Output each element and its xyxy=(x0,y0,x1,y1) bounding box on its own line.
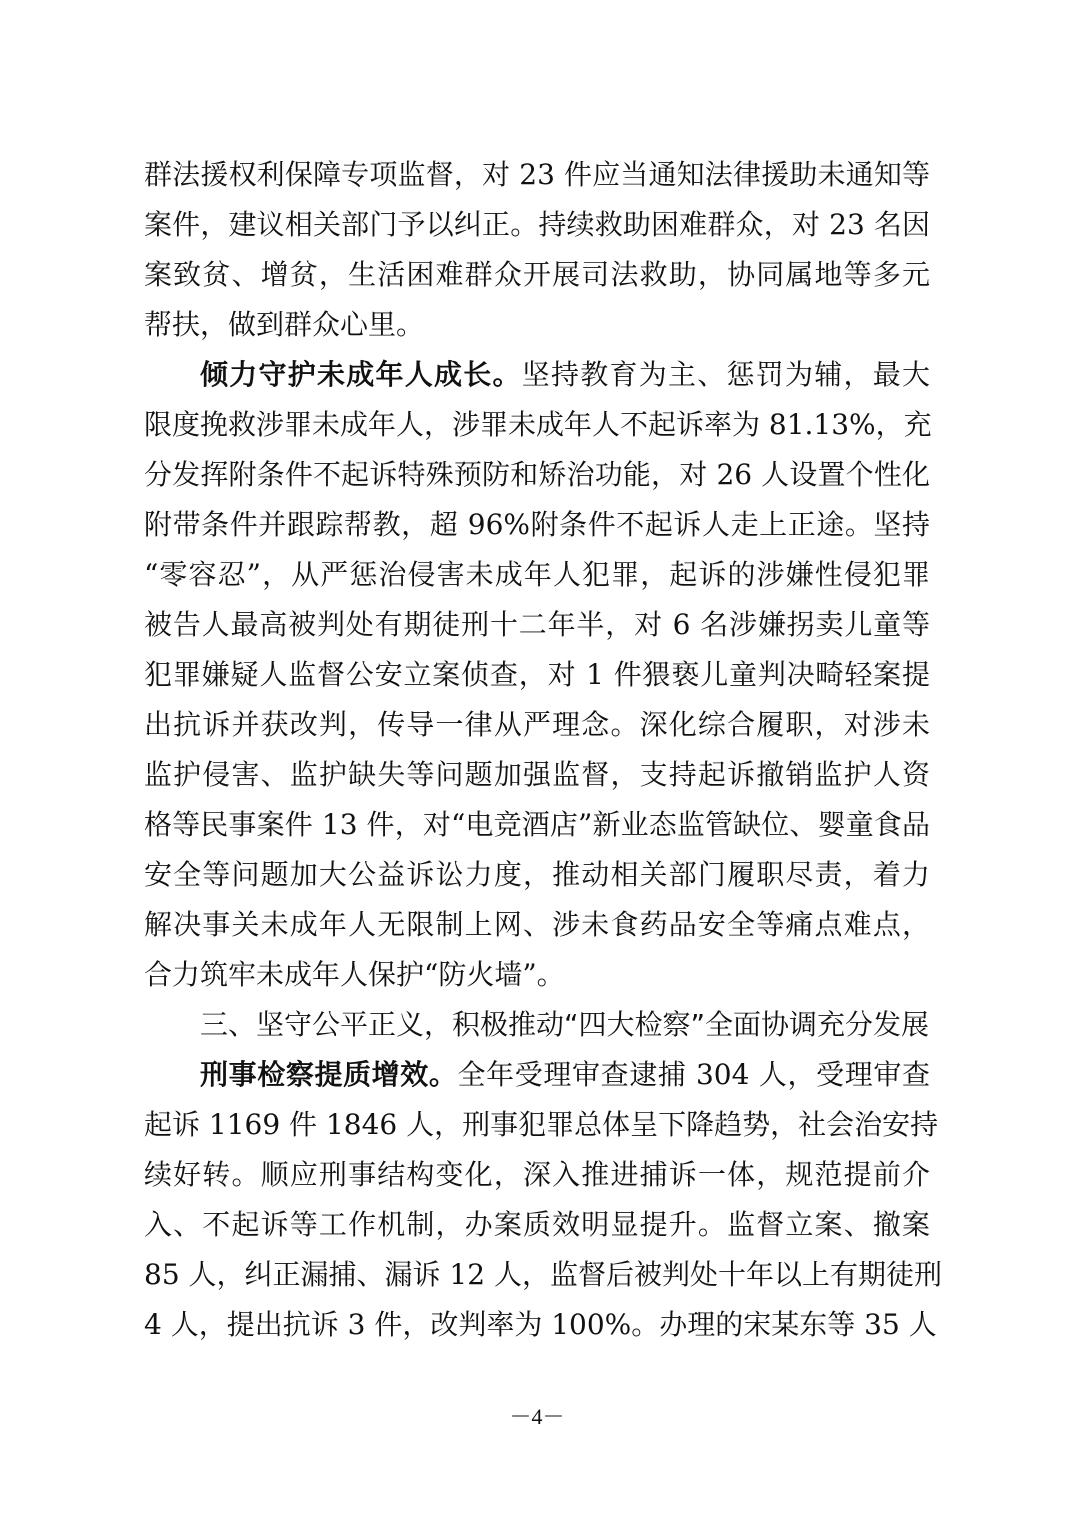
text-line: 案件，建议相关部门予以纠正。持续救助困难群众，对 23 名因 xyxy=(144,208,930,241)
paragraph-heading: 倾力守护未成年人成长。 xyxy=(200,358,522,391)
document-body xyxy=(144,150,942,1350)
text-line: 分发挥附条件不起诉特殊预防和矫治功能，对 26 人设置个性化 xyxy=(144,458,930,491)
page-number: －4－ xyxy=(509,1404,565,1429)
text-span: 坚持教育为主、惩罚为辅，最大 xyxy=(521,358,930,391)
text-line: 群法援权利保障专项监督，对 23 件应当通知法律援助未通知等 xyxy=(144,158,930,191)
text-line: 被告人最高被判处有期徒刑十二年半，对 6 名涉嫌拐卖儿童等 xyxy=(144,608,930,641)
text-line: 限度挽救涉罪未成年人，涉罪未成年人不起诉率为 81.13%，充 xyxy=(144,408,932,441)
text-line: 合力筑牢未成年人保护“防火墙”。 xyxy=(144,958,565,991)
text-line: 入、不起诉等工作机制，办案质效明显提升。监督立案、撤案 xyxy=(144,1208,930,1241)
text-line: 解决事关未成年人无限制上网、涉未食药品安全等痛点难点， xyxy=(144,908,930,941)
text-line: 安全等问题加大公益诉讼力度，推动相关部门履职尽责，着力 xyxy=(144,858,930,891)
text-line: 续好转。顺应刑事结构变化，深入推进捕诉一体，规范提前介 xyxy=(144,1158,930,1191)
text-line: 起诉 1169 件 1846 人，刑事犯罪总体呈下降趋势，社会治安持 xyxy=(144,1108,939,1141)
text-line: 4 人，提出抗诉 3 件，改判率为 100%。办理的宋某东等 35 人 xyxy=(144,1308,937,1341)
text-line: “零容忍”，从严惩治侵害未成年人犯罪，起诉的涉嫌性侵犯罪 xyxy=(144,558,930,591)
text-line: 出抗诉并获改判，传导一律从严理念。深化综合履职，对涉未 xyxy=(144,708,930,741)
paragraph-minor-protection xyxy=(144,350,930,1000)
text-line: 85 人，纠正漏捕、漏诉 12 人，监督后被判处十年以上有期徒刑 xyxy=(144,1258,942,1291)
paragraph-criminal-prosecution xyxy=(144,1050,942,1350)
text-line xyxy=(144,1050,930,1100)
text-span: 全年受理审查逮捕 304 人，受理审查 xyxy=(457,1058,930,1091)
text-line: 帮扶，做到群众心里。 xyxy=(144,308,425,341)
paragraph-legal-aid xyxy=(144,150,930,350)
text-line: 监护侵害、监护缺失等问题加强监督，支持起诉撤销监护人资 xyxy=(144,758,930,791)
text-line: 附带条件并跟踪帮教，超 96%附条件不起诉人走上正途。坚持 xyxy=(144,508,930,541)
section-heading: 三、坚守公平正义，积极推动“四大检察”全面协调充分发展 xyxy=(200,1008,930,1041)
paragraph-heading: 刑事检察提质增效。 xyxy=(200,1058,458,1091)
text-line: 格等民事案件 13 件，对“电竞酒店”新业态监管缺位、婴童食品 xyxy=(144,808,930,841)
text-line: 案致贫、增贫，生活困难群众开展司法救助，协同属地等多元 xyxy=(144,258,930,291)
text-line xyxy=(144,350,930,400)
text-line: 犯罪嫌疑人监督公安立案侦查，对 1 件猥亵儿童判决畸轻案提 xyxy=(144,658,930,691)
